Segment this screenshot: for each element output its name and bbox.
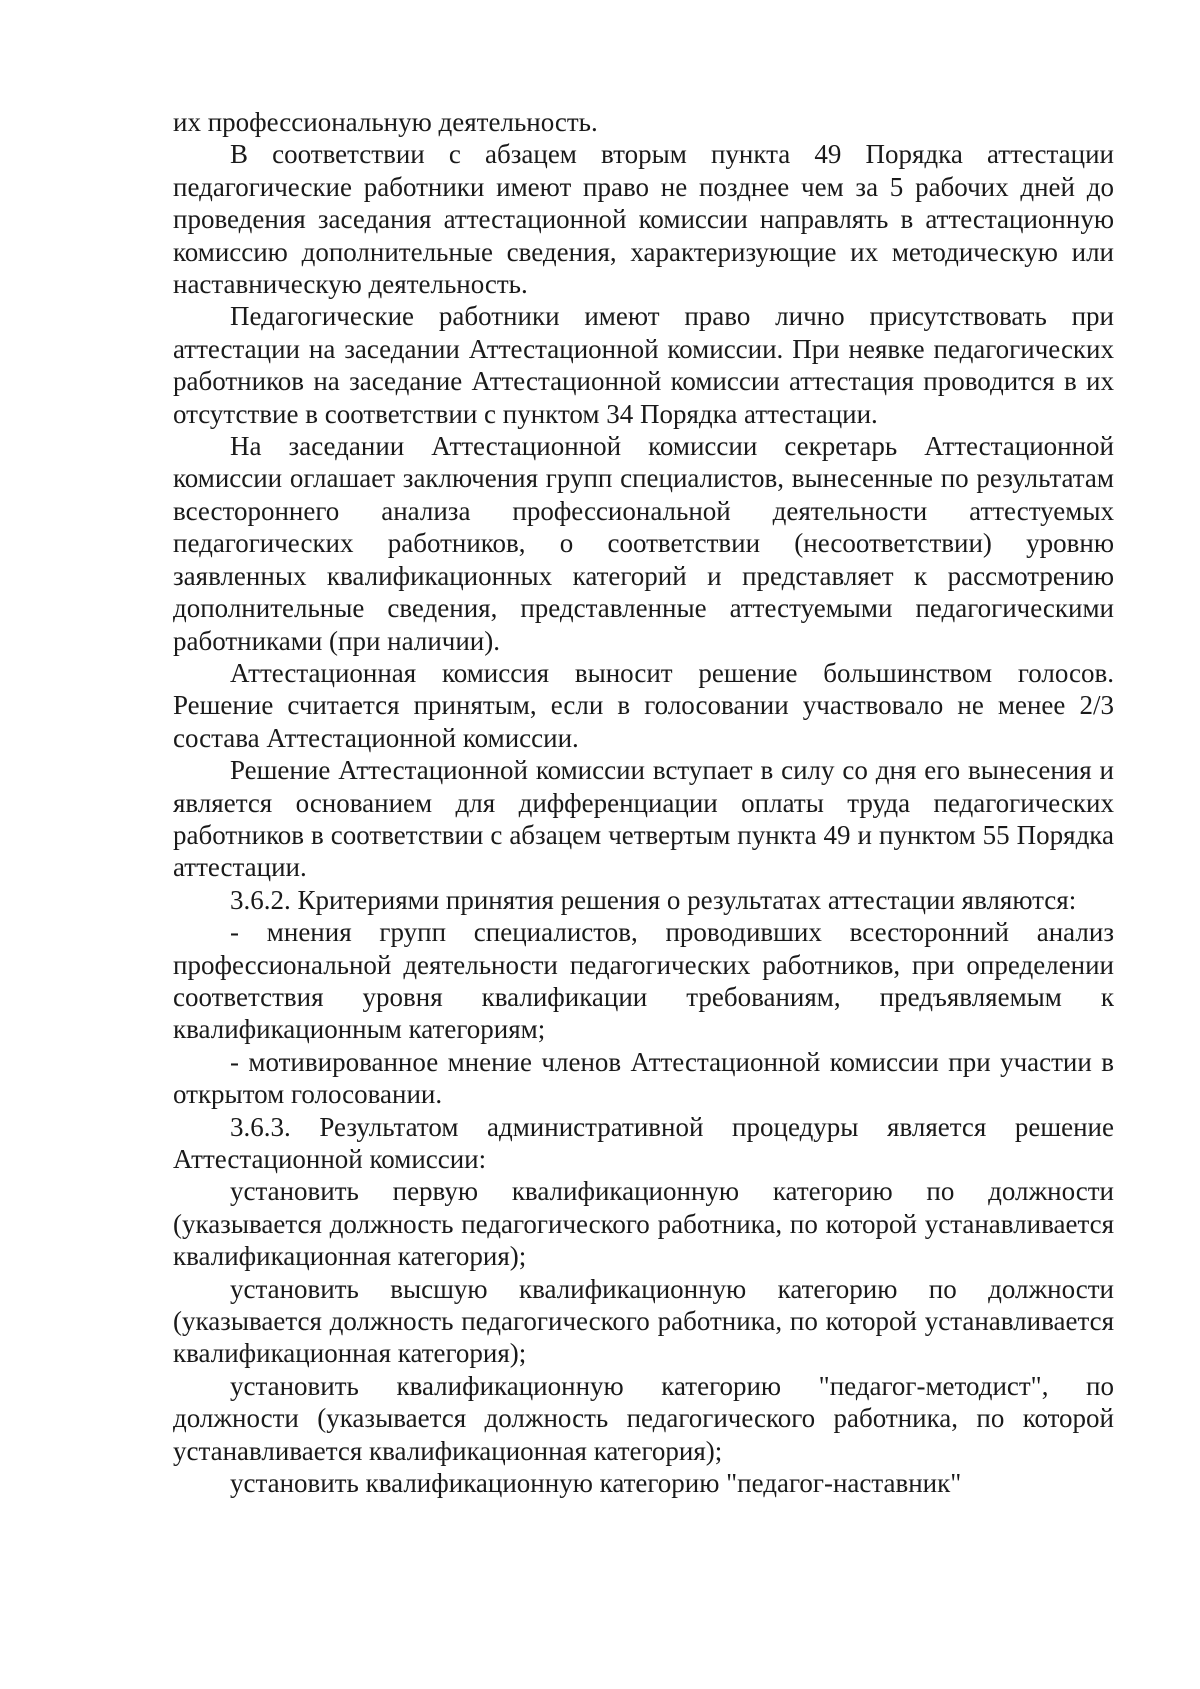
- paragraph-personal-presence: Педагогические работники имеют право лично присутствовать при аттестации на заседании Аттестационной комиссии. При неявке педагогических работников на заседание Аттестационной комиссии аттестация проводится в их отсутствие в соответствии с пунктом 34 Порядка аттестации.: [173, 301, 1114, 429]
- document-body: [173, 106, 1114, 1499]
- criteria-list-item: - мнения групп специалистов, проводивших всесторонний анализ профессиональной деятельности педагогических работников, при определении соответствия уровня квалификации требованиям, предъявляемым к квалификационным категориям;: [173, 917, 1114, 1045]
- result-option-first-category: установить первую квалификационную категорию по должности (указывается должность педагогического работника, по которой устанавливается квалификационная категория);: [173, 1176, 1114, 1272]
- criteria-list-item: - мотивированное мнение членов Аттестационной комиссии при участии в открытом голосовании.: [173, 1046, 1114, 1110]
- paragraph-majority-decision: Аттестационная комиссия выносит решение большинством голосов. Решение считается принятым, если в голосовании участвовало не менее 2/3 состава Аттестационной комиссии.: [173, 657, 1114, 753]
- result-option-methodist: установить квалификационную категорию "педагог-методист", по должности (указывается должность педагогического работника, по которой устанавливается квалификационная категория);: [173, 1370, 1114, 1466]
- paragraph-decision-effect: Решение Аттестационной комиссии вступает в силу со дня его вынесения и является основанием для дифференциации оплаты труда педагогических работников в соответствии с абзацем четвертым пункта 49 и пунктом 55 Порядка аттестации.: [173, 755, 1114, 883]
- paragraph-result-heading: 3.6.3. Результатом административной процедуры является решение Аттестационной комиссии:: [173, 1111, 1114, 1174]
- paragraph-continuation: их профессиональную деятельность.: [173, 107, 598, 137]
- result-option-mentor: установить квалификационную категорию "педагог-наставник": [230, 1468, 962, 1499]
- paragraph-criteria-heading: 3.6.2. Критериями принятия решения о результатах аттестации являются:: [230, 884, 1077, 915]
- paragraph-additional-info-right: В соответствии с абзацем вторым пункта 49 Порядка аттестации педагогические работники имеют право не позднее чем за 5 рабочих дней до проведения заседания аттестационной комиссии направлять в аттестационную комиссию дополнительные сведения, характеризующие их методическую или наставническую деятельность.: [173, 139, 1114, 300]
- result-option-highest-category: установить высшую квалификационную категорию по должности (указывается должность педагогического работника, по которой устанавливается квалификационная категория);: [173, 1273, 1114, 1369]
- paragraph-secretary-announcement: На заседании Аттестационной комиссии секретарь Аттестационной комиссии оглашает заключения групп специалистов, вынесенные по результатам всестороннего анализа профессиональной деятельности аттестуемых педагогических работников, о соответствии (несоответствии) уровню заявленных квалификационных категорий и представляет к рассмотрению дополнительные сведения, представленные аттестуемыми педагогическими работниками (при наличии).: [173, 431, 1114, 656]
